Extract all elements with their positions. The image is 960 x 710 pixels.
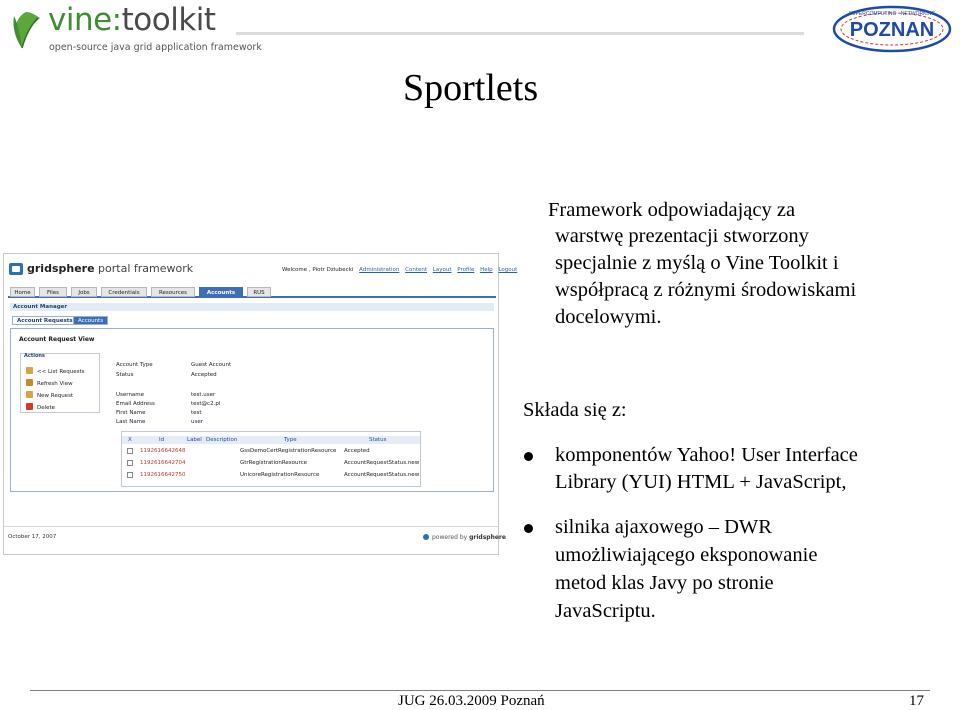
row-checkbox[interactable] <box>127 460 133 466</box>
gs-action-list-requests[interactable]: << List Requests <box>26 367 85 375</box>
gs-col-type: Type <box>284 437 297 443</box>
footer-event: JUG 26.03.2009 Poznań <box>398 693 545 709</box>
gs-top-nav <box>282 267 517 273</box>
page-number: 17 <box>909 693 924 709</box>
vine-toolkit-logo <box>8 2 262 54</box>
gridsphere-dot-icon <box>423 534 429 540</box>
gs-label-status: Status <box>116 372 134 378</box>
table-row <box>122 470 420 480</box>
bullet-1-line-1: komponentów Yahoo! User Interface <box>555 444 858 466</box>
gs-cell-status: AccountRequestStatus.new <box>344 460 420 466</box>
bullet-2-line-3: metod klas Javy po stronie <box>555 572 774 594</box>
gs-tab-resources[interactable]: Resources <box>151 287 195 297</box>
header-rule <box>236 32 804 35</box>
bullet-2-line-4: JavaScriptu. <box>555 600 656 622</box>
gs-brand: gridsphere portal framework <box>27 262 194 275</box>
gs-value-last-name: user <box>191 419 203 425</box>
intro-line-3: specjalnie z myślą o Vine Toolkit i <box>555 252 839 274</box>
vine-toolkit-tagline: open-source java grid application framework <box>49 42 262 53</box>
gs-powered-by: powered by gridsphere <box>423 534 506 541</box>
refresh-icon <box>26 379 33 386</box>
table-row <box>122 446 420 456</box>
delete-icon <box>26 403 33 410</box>
row-checkbox[interactable] <box>127 448 133 454</box>
gridsphere-screenshot <box>3 253 518 555</box>
poznan-supercomputing-logo <box>830 4 954 54</box>
gs-tab-bar <box>8 287 496 298</box>
gs-label-account-type: Account Type <box>116 362 153 368</box>
gs-label-first-name: First Name <box>116 410 146 416</box>
gs-tab-rus[interactable]: RUS <box>247 287 271 297</box>
gs-tab-jobs[interactable]: Jobs <box>71 287 97 297</box>
gs-date: October 17, 2007 <box>8 534 57 540</box>
bullet-dot <box>524 452 533 461</box>
gs-cell-type: GssDemoCertRegistrationResource <box>240 448 337 454</box>
gs-col-label: Label <box>187 437 202 443</box>
gs-tab-accounts[interactable]: Accounts <box>199 287 243 297</box>
gs-value-email: test@c2.pl <box>191 401 221 407</box>
new-icon <box>26 391 33 398</box>
gs-value-first-name: test <box>191 410 202 416</box>
list-icon <box>26 367 33 374</box>
gs-col-status: Status <box>369 437 387 443</box>
gs-label-last-name: Last Name <box>116 419 146 425</box>
gs-link-profile[interactable]: Profile <box>457 267 475 273</box>
gs-label-username: Username <box>116 392 145 398</box>
gs-footer <box>4 526 506 556</box>
slide-title: Sportlets <box>403 67 539 109</box>
row-checkbox[interactable] <box>127 472 133 478</box>
footer-rule <box>30 690 930 691</box>
svg-text:POZNAN: POZNAN <box>849 19 935 41</box>
bullet-2-line-1: silnika ajaxowego – DWR <box>555 516 772 538</box>
gs-action-refresh-view[interactable]: Refresh View <box>26 379 73 387</box>
gs-value-username: test.user <box>191 392 216 398</box>
gs-cell-id[interactable]: 1192616642648 <box>140 448 186 454</box>
bullet-2-line-2: umożliwiającego eksponowanie <box>555 544 818 566</box>
gs-value-account-type: Guest Account <box>191 362 232 368</box>
gs-link-layout[interactable]: Layout <box>432 267 452 273</box>
bullet-1-line-2: Library (YUI) HTML + JavaScript, <box>555 471 847 493</box>
gs-cell-status: AccountRequestStatus.new <box>344 472 420 478</box>
gs-welcome: Welcome , Piotr Dziubecki <box>282 267 354 273</box>
gs-cell-id[interactable]: 1192616642704 <box>140 460 186 466</box>
gs-link-administration[interactable]: Administration <box>359 267 400 273</box>
gs-subtab-accounts[interactable]: Accounts <box>73 316 108 325</box>
intro-line-1: Framework odpowiadający za <box>548 199 796 221</box>
intro-line-2: warstwę prezentacji stworzony <box>555 225 809 247</box>
gs-link-logout[interactable]: Logout <box>498 267 518 273</box>
gs-cell-type: GtrRegistrationResource <box>240 460 308 466</box>
gs-actions-header: Actions <box>24 353 45 359</box>
gs-link-help[interactable]: Help <box>480 267 493 273</box>
table-row <box>122 458 420 468</box>
gs-tab-credentials[interactable]: Credentials <box>101 287 147 297</box>
vine-toolkit-wordmark: vine:toolkit <box>48 2 216 38</box>
gs-tab-files[interactable]: Files <box>39 287 67 297</box>
gs-action-delete[interactable]: Delete <box>26 403 55 411</box>
gs-col-description: Description <box>206 437 238 443</box>
gs-account-manager-title: Account Manager <box>10 303 494 311</box>
intro-line-4: współpracą z różnymi środowiskami <box>555 279 857 301</box>
bullet-dot <box>524 524 533 533</box>
svg-text:SUPERCOMPUTING · NETWORKING: SUPERCOMPUTING · NETWORKING <box>848 11 936 17</box>
gs-cell-type: UnicoreRegistrationResource <box>240 472 320 478</box>
gs-action-new-request[interactable]: New Request <box>26 391 73 399</box>
vine-leaf-icon <box>8 8 44 52</box>
gridsphere-logo-icon <box>9 263 23 275</box>
intro-line-5: docelowymi. <box>555 306 662 328</box>
gs-tab-home[interactable]: Home <box>10 287 35 297</box>
gs-cell-status: Accepted <box>344 448 370 454</box>
gs-col-id: Id <box>159 437 165 443</box>
gs-link-content[interactable]: Content <box>405 267 428 273</box>
gs-cell-id[interactable]: 1192616642750 <box>140 472 186 478</box>
gs-col-x: X <box>128 437 132 443</box>
gs-subtab-account-requests[interactable]: Account Requests <box>12 316 78 325</box>
gs-label-email: Email Address <box>116 401 155 407</box>
composed-label: Składa się z: <box>523 399 627 421</box>
gs-view-title: Account Request View <box>19 336 95 343</box>
gs-header <box>4 254 518 284</box>
gs-value-status: Accepted <box>191 372 217 378</box>
